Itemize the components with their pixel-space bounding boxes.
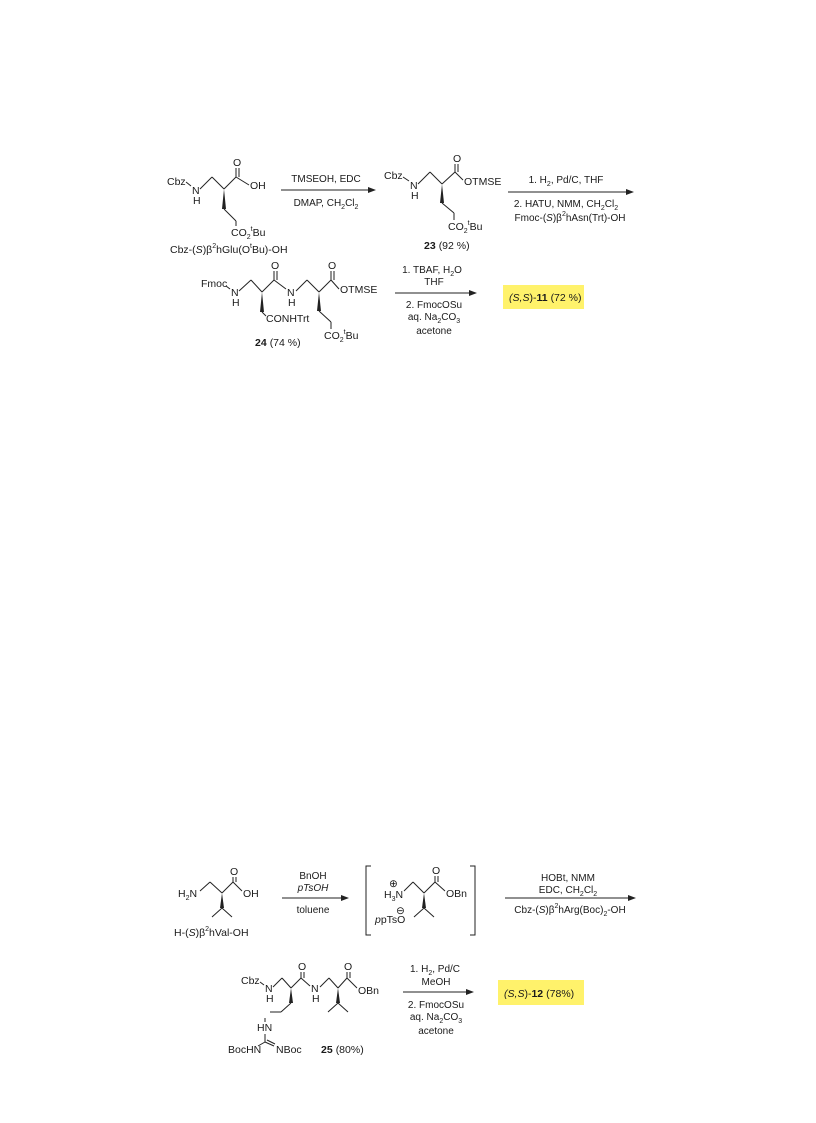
amide-h: H bbox=[312, 993, 320, 1005]
carbonyl-o-1: O bbox=[271, 260, 280, 272]
otmse: OTMSE bbox=[340, 284, 378, 296]
compound-label: 25 (80%) bbox=[321, 1044, 364, 1056]
nboc-group: NBoc bbox=[276, 1044, 302, 1056]
conditions-line-5: acetone bbox=[418, 1026, 454, 1037]
carbonyl-o-1: O bbox=[298, 961, 307, 973]
amine-h: H bbox=[266, 993, 274, 1005]
obn: OBn bbox=[446, 888, 468, 900]
start-name: Cbz-$(S)\beta^2hGlu(O^tBu)-OH$ bbox=[170, 243, 288, 256]
amine-n: N bbox=[231, 287, 239, 299]
conditions-line-1: HOBt, NMM bbox=[541, 873, 595, 884]
conditions-line-3: 2. FmocOSu bbox=[405, 300, 463, 311]
amine-h: H bbox=[232, 297, 240, 309]
conditions-line-5: acetone bbox=[416, 326, 452, 337]
conditions-line-1: 1. $H_2$, Pd/C, THF bbox=[528, 175, 604, 188]
cbz-group: Cbz bbox=[384, 170, 403, 182]
conditions-line-1: BnOH bbox=[299, 871, 327, 882]
start-material-val bbox=[174, 866, 259, 939]
conditions-line-3: Cbz-$(S)\beta^2hArg(Boc)_2-OH$ bbox=[514, 903, 626, 918]
carbonyl-o: O bbox=[233, 157, 242, 169]
reaction-arrow-3 bbox=[403, 964, 474, 1037]
fmoc-group: Fmoc bbox=[201, 278, 228, 290]
tosylate: ppTsO bbox=[375, 914, 406, 926]
conditions-line-3: 2. FmocOSu bbox=[407, 1000, 465, 1011]
carbonyl-o: O bbox=[230, 866, 239, 878]
conditions-line-2: MeOH bbox=[421, 977, 451, 988]
scheme-2 bbox=[174, 865, 636, 1056]
compound-23 bbox=[384, 153, 501, 252]
scheme-1 bbox=[167, 153, 634, 349]
reaction-arrow-1 bbox=[281, 174, 376, 211]
ester-group: $CO_2^tBu$ bbox=[448, 220, 483, 235]
minus-charge: ⊖ bbox=[396, 905, 405, 917]
cbz-group: Cbz bbox=[167, 176, 186, 188]
reaction-arrow-3 bbox=[395, 265, 477, 337]
bonds bbox=[258, 972, 357, 1046]
conditions-line-3: Fmoc-$(S)\beta^2hAsn(Trt)-OH$ bbox=[514, 211, 626, 224]
product-11 bbox=[503, 285, 584, 309]
amide-n: N bbox=[287, 287, 295, 299]
conditions-line-4: aq. $Na_2CO_3$ bbox=[407, 312, 461, 325]
amine-n: N bbox=[192, 185, 200, 197]
conhtrt-group: CONHTrt bbox=[266, 313, 310, 325]
intermediate-salt bbox=[366, 865, 475, 935]
amine-n: N bbox=[265, 983, 273, 995]
amine-h: H bbox=[411, 190, 419, 202]
amide-n: N bbox=[311, 983, 319, 995]
compound-24 bbox=[201, 260, 377, 349]
product-12 bbox=[498, 980, 584, 1005]
start-name: $H-(S)\beta^2hVal-OH$ bbox=[174, 926, 249, 939]
ester-group: $CO_2^tBu$ bbox=[324, 329, 359, 344]
product-label: (S,S)-11 (72 %) bbox=[509, 292, 582, 304]
bonds bbox=[200, 877, 242, 917]
conditions-line-2: EDC, $CH_2Cl_2$ bbox=[538, 885, 598, 898]
conditions-line-1: 1. $H_2$, Pd/C bbox=[409, 964, 461, 977]
conditions-line-1: 1. TBAF, $H_2O$ bbox=[402, 265, 462, 278]
hydroxyl: OH bbox=[250, 180, 266, 192]
conditions-line-3: toluene bbox=[296, 905, 330, 916]
conditions-bottom: DMAP, $CH_2Cl_2$ bbox=[293, 198, 359, 211]
bonds bbox=[404, 876, 445, 917]
otmse: OTMSE bbox=[464, 176, 502, 188]
cbz-group: Cbz bbox=[241, 975, 260, 987]
carbonyl-o: O bbox=[432, 865, 441, 877]
hydroxyl: OH bbox=[243, 888, 259, 900]
carbonyl-o-2: O bbox=[344, 961, 353, 973]
ammonium-group: $H_3N$ bbox=[384, 889, 404, 903]
obn: OBn bbox=[358, 985, 380, 997]
conditions-line-4: aq. $Na_2CO_3$ bbox=[409, 1012, 463, 1025]
plus-charge: ⊕ bbox=[389, 878, 398, 890]
guanidine-hn: HN bbox=[257, 1022, 273, 1034]
compound-25 bbox=[228, 961, 379, 1056]
compound-label: 24 (74 %) bbox=[255, 337, 301, 349]
bochn-group: BocHN bbox=[228, 1044, 262, 1056]
product-label: (S,S)-12 (78%) bbox=[504, 988, 575, 1000]
compound-label: 23 (92 %) bbox=[424, 240, 470, 252]
reaction-arrow-2 bbox=[505, 873, 636, 918]
reaction-arrow-2 bbox=[508, 175, 634, 224]
conditions-line-2: 2. HATU, NMM, $CH_2Cl_2$ bbox=[513, 199, 619, 212]
ester-group: $CO_2^tBu$ bbox=[231, 226, 266, 241]
amine-h: H bbox=[193, 195, 201, 207]
amine-n: N bbox=[410, 180, 418, 192]
start-material-glu bbox=[167, 157, 288, 256]
amide-h: H bbox=[288, 297, 296, 309]
carbonyl-o: O bbox=[453, 153, 462, 165]
carbonyl-o-2: O bbox=[328, 260, 337, 272]
amine-group: $H_2N$ bbox=[178, 888, 198, 902]
conditions-line-2: THF bbox=[424, 277, 444, 288]
conditions-top: TMSEOH, EDC bbox=[291, 174, 361, 185]
conditions-line-2: pTsOH bbox=[297, 883, 329, 894]
reaction-arrow-1 bbox=[282, 871, 349, 916]
